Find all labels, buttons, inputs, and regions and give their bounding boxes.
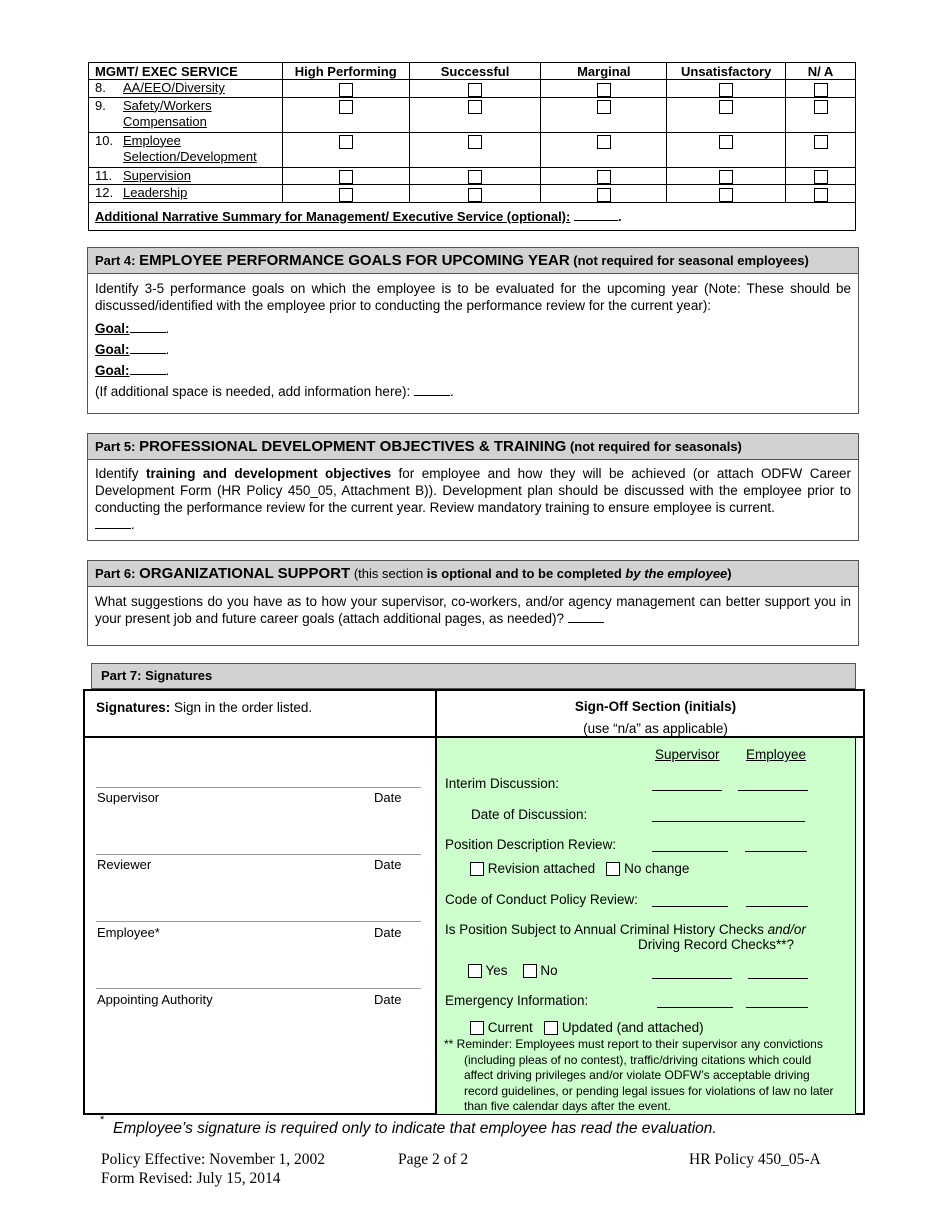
signature-line-supervisor[interactable]	[96, 787, 421, 788]
part5-head-a: Part 5:	[95, 439, 140, 454]
part5-answer[interactable]	[95, 516, 851, 533]
checkbox-na[interactable]	[814, 188, 828, 202]
part6-head-b: ORGANIZATIONAL SUPPORT	[139, 565, 351, 582]
signature-line-reviewer[interactable]	[96, 854, 421, 855]
criterion-aa-eeo-diversity	[89, 80, 283, 98]
part5-blank[interactable]	[95, 517, 131, 529]
interim-discussion-label: Interim Discussion:	[445, 776, 560, 791]
criminal-check-text-a: Is Position Subject to Annual Criminal History Checks	[445, 922, 768, 937]
interim-supervisor-initials[interactable]	[652, 790, 722, 791]
checkbox-na[interactable]	[814, 170, 828, 184]
table-row	[89, 167, 856, 185]
table-row	[89, 97, 856, 132]
date-of-discussion-label: Date of Discussion:	[471, 807, 588, 822]
goal-3[interactable]	[95, 360, 851, 381]
narrative-blank[interactable]	[574, 209, 618, 221]
criminal-check-options	[468, 963, 558, 978]
part7-divider-horizontal	[83, 736, 865, 738]
criterion-number: 8.	[95, 80, 106, 95]
pdr-options	[470, 861, 689, 876]
additional-goals[interactable]	[95, 381, 851, 402]
header-successful: Successful	[409, 63, 541, 80]
coc-employee-initials[interactable]	[746, 906, 808, 907]
part6-head-d: is optional and to be completed	[426, 566, 626, 581]
signer-reviewer: Reviewer	[97, 857, 152, 872]
additional-goals-label: (If additional space is needed, add information here):	[95, 384, 411, 399]
criterion-label: Leadership	[123, 185, 188, 201]
coc-supervisor-initials[interactable]	[652, 906, 728, 907]
criterion-label: Supervision	[123, 167, 191, 183]
criterion-safety-workers-comp	[89, 97, 283, 132]
checkbox-unsatisfactory[interactable]	[719, 188, 733, 202]
part5-header	[88, 434, 858, 460]
col-employee: Employee	[746, 747, 807, 762]
criminal-employee-initials[interactable]	[748, 978, 808, 979]
checkbox-marginal[interactable]	[597, 135, 611, 149]
signoff-title: Sign-Off Section (initials)	[574, 699, 737, 714]
criterion-label	[123, 98, 212, 130]
driving-reminder	[444, 1037, 854, 1115]
updated-label: Updated (and attached)	[561, 1020, 704, 1035]
date-of-discussion-field[interactable]	[652, 821, 805, 822]
form-revised: Form Revised: July 15, 2014	[101, 1170, 281, 1187]
checkbox-successful[interactable]	[468, 100, 482, 114]
narrative-summary-label: Additional Narrative Summary for Management/ Executive Service (optional):	[95, 208, 571, 224]
signer-date-label: Date	[374, 925, 402, 940]
checkbox-high-performing[interactable]	[339, 170, 353, 184]
part5-head-c: (not required for seasonals)	[566, 439, 742, 454]
code-of-conduct-label: Code of Conduct Policy Review:	[445, 892, 638, 907]
part4-head-c: (not required for seasonal employees)	[569, 253, 809, 268]
criterion-label: AA/EEO/Diversity	[123, 80, 225, 95]
reminder-line-2: (including pleas of no contest), traffic/driving citations which could	[464, 1052, 812, 1067]
criterion-employee-selection	[89, 132, 283, 167]
checkbox-successful[interactable]	[468, 83, 482, 97]
criterion-label-line1: Safety/Workers	[123, 97, 212, 113]
part7-header: Part 7: Signatures	[91, 663, 856, 689]
part6-question: What suggestions do you have as to how your supervisor, co-workers, and/or agency management can better support you in your present job and future career goals (attach additional pages, as needed)?	[95, 594, 851, 626]
checkbox-successful[interactable]	[468, 170, 482, 184]
no-change-label: No change	[624, 861, 690, 876]
signer-supervisor: Supervisor	[97, 790, 160, 805]
part4-header	[88, 248, 858, 274]
checkbox-unsatisfactory[interactable]	[719, 83, 733, 97]
narrative-summary-row[interactable]	[89, 202, 856, 230]
goal-end: .	[165, 321, 170, 336]
goal-blank[interactable]	[130, 321, 166, 333]
signer-appointing-authority: Appointing Authority	[97, 992, 213, 1007]
signer-date-label: Date	[374, 992, 402, 1007]
current-checkbox[interactable]	[470, 1021, 484, 1035]
checkbox-high-performing[interactable]	[339, 135, 353, 149]
reminder-line-5: than five calendar days after the event.	[464, 1099, 671, 1113]
footnote-asterisk: *	[100, 1114, 105, 1126]
goal-end: .	[165, 363, 170, 378]
no-change-checkbox[interactable]	[606, 862, 620, 876]
signoff-subtitle: (use “n/a” as applicable)	[583, 721, 728, 736]
checkbox-high-performing[interactable]	[339, 83, 353, 97]
additional-goals-blank[interactable]	[414, 384, 450, 396]
table-row	[89, 80, 856, 98]
signatures-label: Signatures:	[96, 700, 171, 715]
criterion-number: 12.	[95, 185, 114, 201]
interim-employee-initials[interactable]	[738, 790, 808, 791]
criterion-label-line1: Employee	[123, 132, 181, 148]
signatures-instruction	[96, 700, 312, 715]
part7-divider-vertical	[435, 689, 437, 1115]
part4-intro: Identify 3-5 performance goals on which the employee is to be evaluated for the upcoming year (Note: These should be discussed/identified with the employee prior to conducting the performance review for the current year):	[95, 281, 851, 313]
checkbox-na[interactable]	[814, 135, 828, 149]
header-high-performing: High Performing	[282, 63, 409, 80]
goal-list	[95, 318, 851, 402]
emergency-info-label: Emergency Information:	[445, 993, 589, 1008]
header-mgmt-exec-service: MGMT/ EXEC SERVICE	[89, 63, 283, 80]
pdr-employee-initials[interactable]	[745, 851, 807, 852]
reminder-line-1: ** Reminder: Employees must report to their supervisor any convictions	[444, 1037, 823, 1051]
signer-date-label: Date	[374, 790, 402, 805]
part6-head-c: (this section	[350, 566, 427, 581]
criterion-number: 10.	[95, 132, 114, 148]
checkbox-unsatisfactory[interactable]	[719, 100, 733, 114]
part4-head-b: EMPLOYEE PERFORMANCE GOALS FOR UPCOMING YEAR	[139, 252, 570, 269]
criminal-check-question	[445, 922, 806, 937]
reminder-line-3: affect driving privileges and/or violate ODFW’s acceptable driving	[464, 1068, 810, 1082]
checkbox-marginal[interactable]	[597, 83, 611, 97]
criterion-label-line2: Selection/Development	[123, 148, 257, 164]
criterion-label	[123, 133, 257, 165]
revision-attached-checkbox[interactable]	[470, 862, 484, 876]
mgmt-exec-ratings-table	[88, 62, 856, 231]
policy-effective: Policy Effective: November 1, 2002	[101, 1151, 325, 1168]
part5-development-section	[87, 433, 859, 541]
table-row	[89, 185, 856, 203]
criterion-leadership	[89, 185, 283, 203]
goal-label: Goal:	[95, 321, 130, 336]
goal-blank[interactable]	[130, 363, 166, 375]
no-label: No	[540, 963, 558, 978]
goal-2[interactable]	[95, 339, 851, 360]
page-number: Page 2 of 2	[398, 1151, 469, 1168]
part5-end: .	[131, 517, 135, 532]
part5-body	[88, 460, 858, 533]
table-row	[89, 132, 856, 167]
emergency-options	[470, 1020, 704, 1035]
reminder-line-4: record guidelines, or pending legal issues for violations of law no later	[464, 1083, 834, 1098]
checkbox-successful[interactable]	[468, 135, 482, 149]
signature-line-appointing-authority[interactable]	[96, 988, 421, 989]
checkbox-marginal[interactable]	[597, 170, 611, 184]
updated-checkbox[interactable]	[544, 1021, 558, 1035]
part5-text-a: Identify	[95, 466, 146, 481]
part6-body	[88, 587, 858, 627]
goal-label: Goal:	[95, 363, 130, 378]
driving-record-check: Driving Record Checks**?	[638, 937, 795, 952]
part4-goals-section	[87, 247, 859, 414]
criterion-number: 11.	[95, 167, 113, 183]
part6-header	[88, 561, 858, 587]
additional-goals-end: .	[449, 384, 454, 399]
checkbox-marginal[interactable]	[597, 100, 611, 114]
checkbox-na[interactable]	[814, 83, 828, 97]
header-marginal: Marginal	[541, 63, 667, 80]
footnote-text: Employee’s signature is required only to indicate that employee has read the evaluation.	[113, 1120, 717, 1137]
criterion-label-line2: Compensation	[123, 113, 207, 129]
part5-text-b: training and development objectives	[145, 466, 392, 481]
criterion-number: 9.	[95, 97, 106, 113]
yes-checkbox[interactable]	[468, 964, 482, 978]
criterion-supervision	[89, 167, 283, 185]
yes-label: Yes	[485, 963, 508, 978]
goal-label: Goal:	[95, 342, 130, 357]
pdr-supervisor-initials[interactable]	[652, 851, 728, 852]
checkbox-na[interactable]	[814, 100, 828, 114]
ratings-header-row	[89, 63, 856, 80]
goal-end: .	[165, 342, 170, 357]
checkbox-unsatisfactory[interactable]	[719, 135, 733, 149]
emergency-employee-initials[interactable]	[746, 1007, 808, 1008]
emergency-supervisor-initials[interactable]	[657, 1007, 733, 1008]
part6-support-section	[87, 560, 859, 646]
narrative-end: .	[617, 208, 622, 224]
part6-head-a: Part 6:	[95, 566, 140, 581]
signatures-text: Sign in the order listed.	[170, 700, 313, 715]
part6-head-f: )	[727, 566, 732, 581]
checkbox-high-performing[interactable]	[339, 188, 353, 202]
checkbox-unsatisfactory[interactable]	[719, 170, 733, 184]
goal-blank[interactable]	[130, 342, 166, 354]
signature-line-employee[interactable]	[96, 921, 421, 922]
criminal-supervisor-initials[interactable]	[652, 978, 732, 979]
col-supervisor: Supervisor	[655, 747, 720, 762]
part4-head-a: Part 4:	[95, 253, 140, 268]
part6-head-e: by the employee	[625, 566, 728, 581]
signer-date-label: Date	[374, 857, 402, 872]
revision-attached-label: Revision attached	[487, 861, 596, 876]
signer-employee: Employee*	[97, 925, 160, 940]
part5-head-b: PROFESSIONAL DEVELOPMENT OBJECTIVES & TRAINING	[139, 438, 567, 455]
part5-text-c: for employee and how they will be achieved (or attach ODFW Career Development Form (HR Policy 450_05, Attachment B)). Development plan should be discussed with the employee prior to conducting the performance review for the current year. Review mandatory training to ensure employee is current.	[95, 466, 851, 515]
goal-1[interactable]	[95, 318, 851, 339]
checkbox-marginal[interactable]	[597, 188, 611, 202]
part5-text	[95, 465, 851, 516]
part6-blank[interactable]	[568, 611, 604, 623]
hr-policy-number: HR Policy 450_05-A	[689, 1151, 821, 1168]
header-unsatisfactory: Unsatisfactory	[667, 63, 786, 80]
checkbox-successful[interactable]	[468, 188, 482, 202]
current-label: Current	[487, 1020, 533, 1035]
header-na: N/ A	[786, 63, 856, 80]
pdr-label: Position Description Review:	[445, 837, 617, 852]
part4-body	[88, 274, 858, 402]
criminal-check-text-b: and/or	[767, 922, 806, 937]
no-checkbox[interactable]	[523, 964, 537, 978]
checkbox-high-performing[interactable]	[339, 100, 353, 114]
